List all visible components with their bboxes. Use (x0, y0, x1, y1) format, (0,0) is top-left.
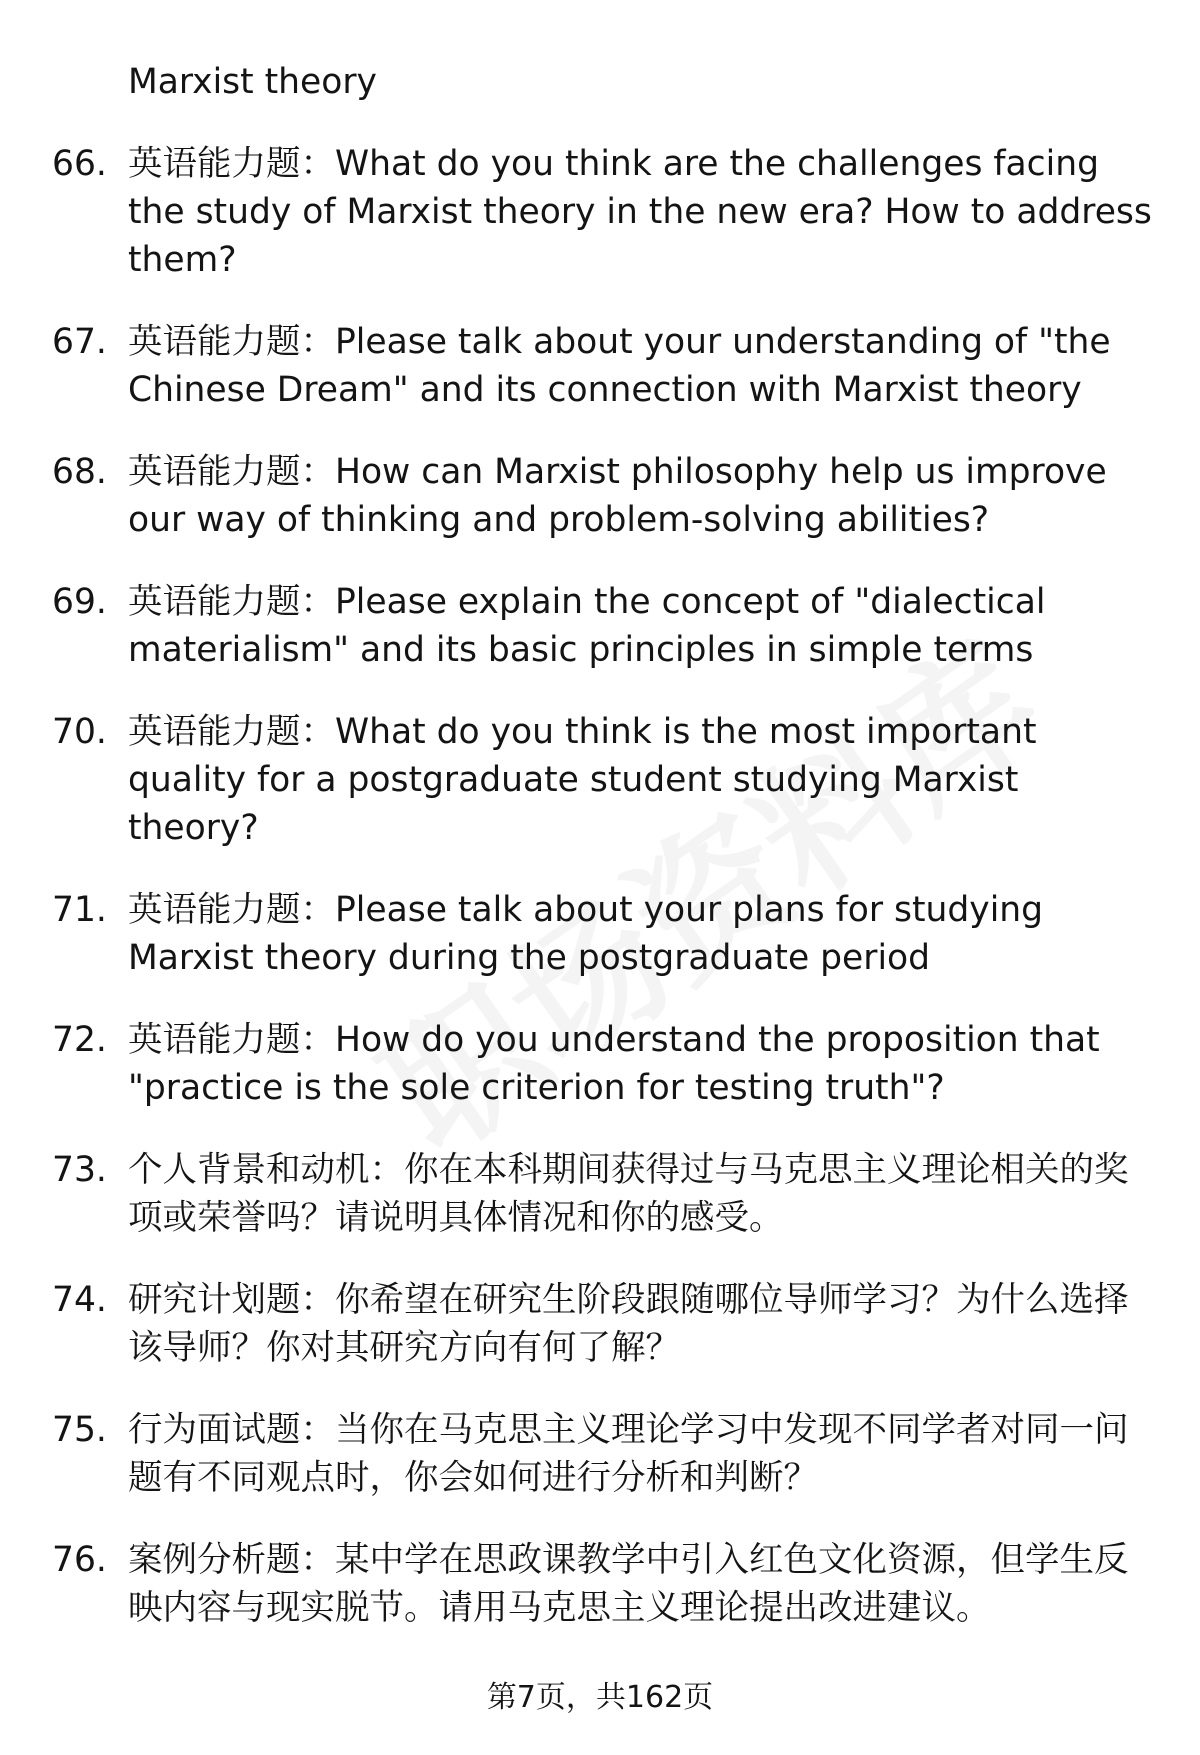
question-text: 英语能力题：How do you understand the proposition that "practice is the sole criterion for testing truth"? (128, 1020, 1100, 1108)
question-item (0, 886, 1200, 982)
question-text: 英语能力题：Please talk about your plans for studying Marxist theory during the postgraduate period (128, 890, 1044, 978)
question-item (0, 1406, 1200, 1502)
question-number: 68. (52, 452, 107, 492)
question-number: 70. (52, 712, 107, 752)
question-text: 个人背景和动机：你在本科期间获得过与马克思主义理论相关的奖项或荣誉吗？请说明具体情况和你的感受。 (128, 1150, 1129, 1238)
question-number: 76. (52, 1540, 107, 1580)
question-item (0, 1016, 1200, 1112)
question-number: 69. (52, 582, 107, 622)
question-text: 行为面试题：当你在马克思主义理论学习中发现不同学者对同一问题有不同观点时，你会如何进行分析和判断？ (128, 1410, 1129, 1498)
question-text: 案例分析题：某中学在思政课教学中引入红色文化资源，但学生反映内容与现实脱节。请用马克思主义理论提出改进建议。 (128, 1540, 1129, 1628)
page-footer: 第7页，共162页 (486, 1680, 714, 1715)
question-number: 75. (52, 1410, 107, 1450)
question-item (0, 140, 1200, 284)
question-text: 英语能力题：Please talk about your understanding of "the Chinese Dream" and its connection with Marxist theory (128, 322, 1111, 410)
question-item (0, 1536, 1200, 1632)
question-item (0, 708, 1200, 852)
continued-question-text: Marxist theory (128, 62, 377, 102)
question-item (0, 1146, 1200, 1242)
question-list (0, 140, 1200, 1666)
question-number: 72. (52, 1020, 107, 1060)
question-item (0, 448, 1200, 544)
question-item (0, 318, 1200, 414)
question-text: 研究计划题：你希望在研究生阶段跟随哪位导师学习？为什么选择该导师？你对其研究方向有何了解？ (128, 1280, 1129, 1368)
question-number: 74. (52, 1280, 107, 1320)
question-item (0, 1276, 1200, 1372)
question-number: 67. (52, 322, 107, 362)
question-text: 英语能力题：Please explain the concept of "dialectical materialism" and its basic principles in simple terms (128, 582, 1046, 670)
question-number: 73. (52, 1150, 107, 1190)
question-text: 英语能力题：What do you think are the challenges facing the study of Marxist theory in the new era? How to address them? (128, 144, 1152, 280)
question-text: 英语能力题：What do you think is the most important quality for a postgraduate student studying Marxist theory? (128, 712, 1037, 848)
question-text: 英语能力题：How can Marxist philosophy help us improve our way of thinking and problem-solving abilities? (128, 452, 1107, 540)
question-number: 66. (52, 144, 107, 184)
question-number: 71. (52, 890, 107, 930)
question-item (0, 578, 1200, 674)
